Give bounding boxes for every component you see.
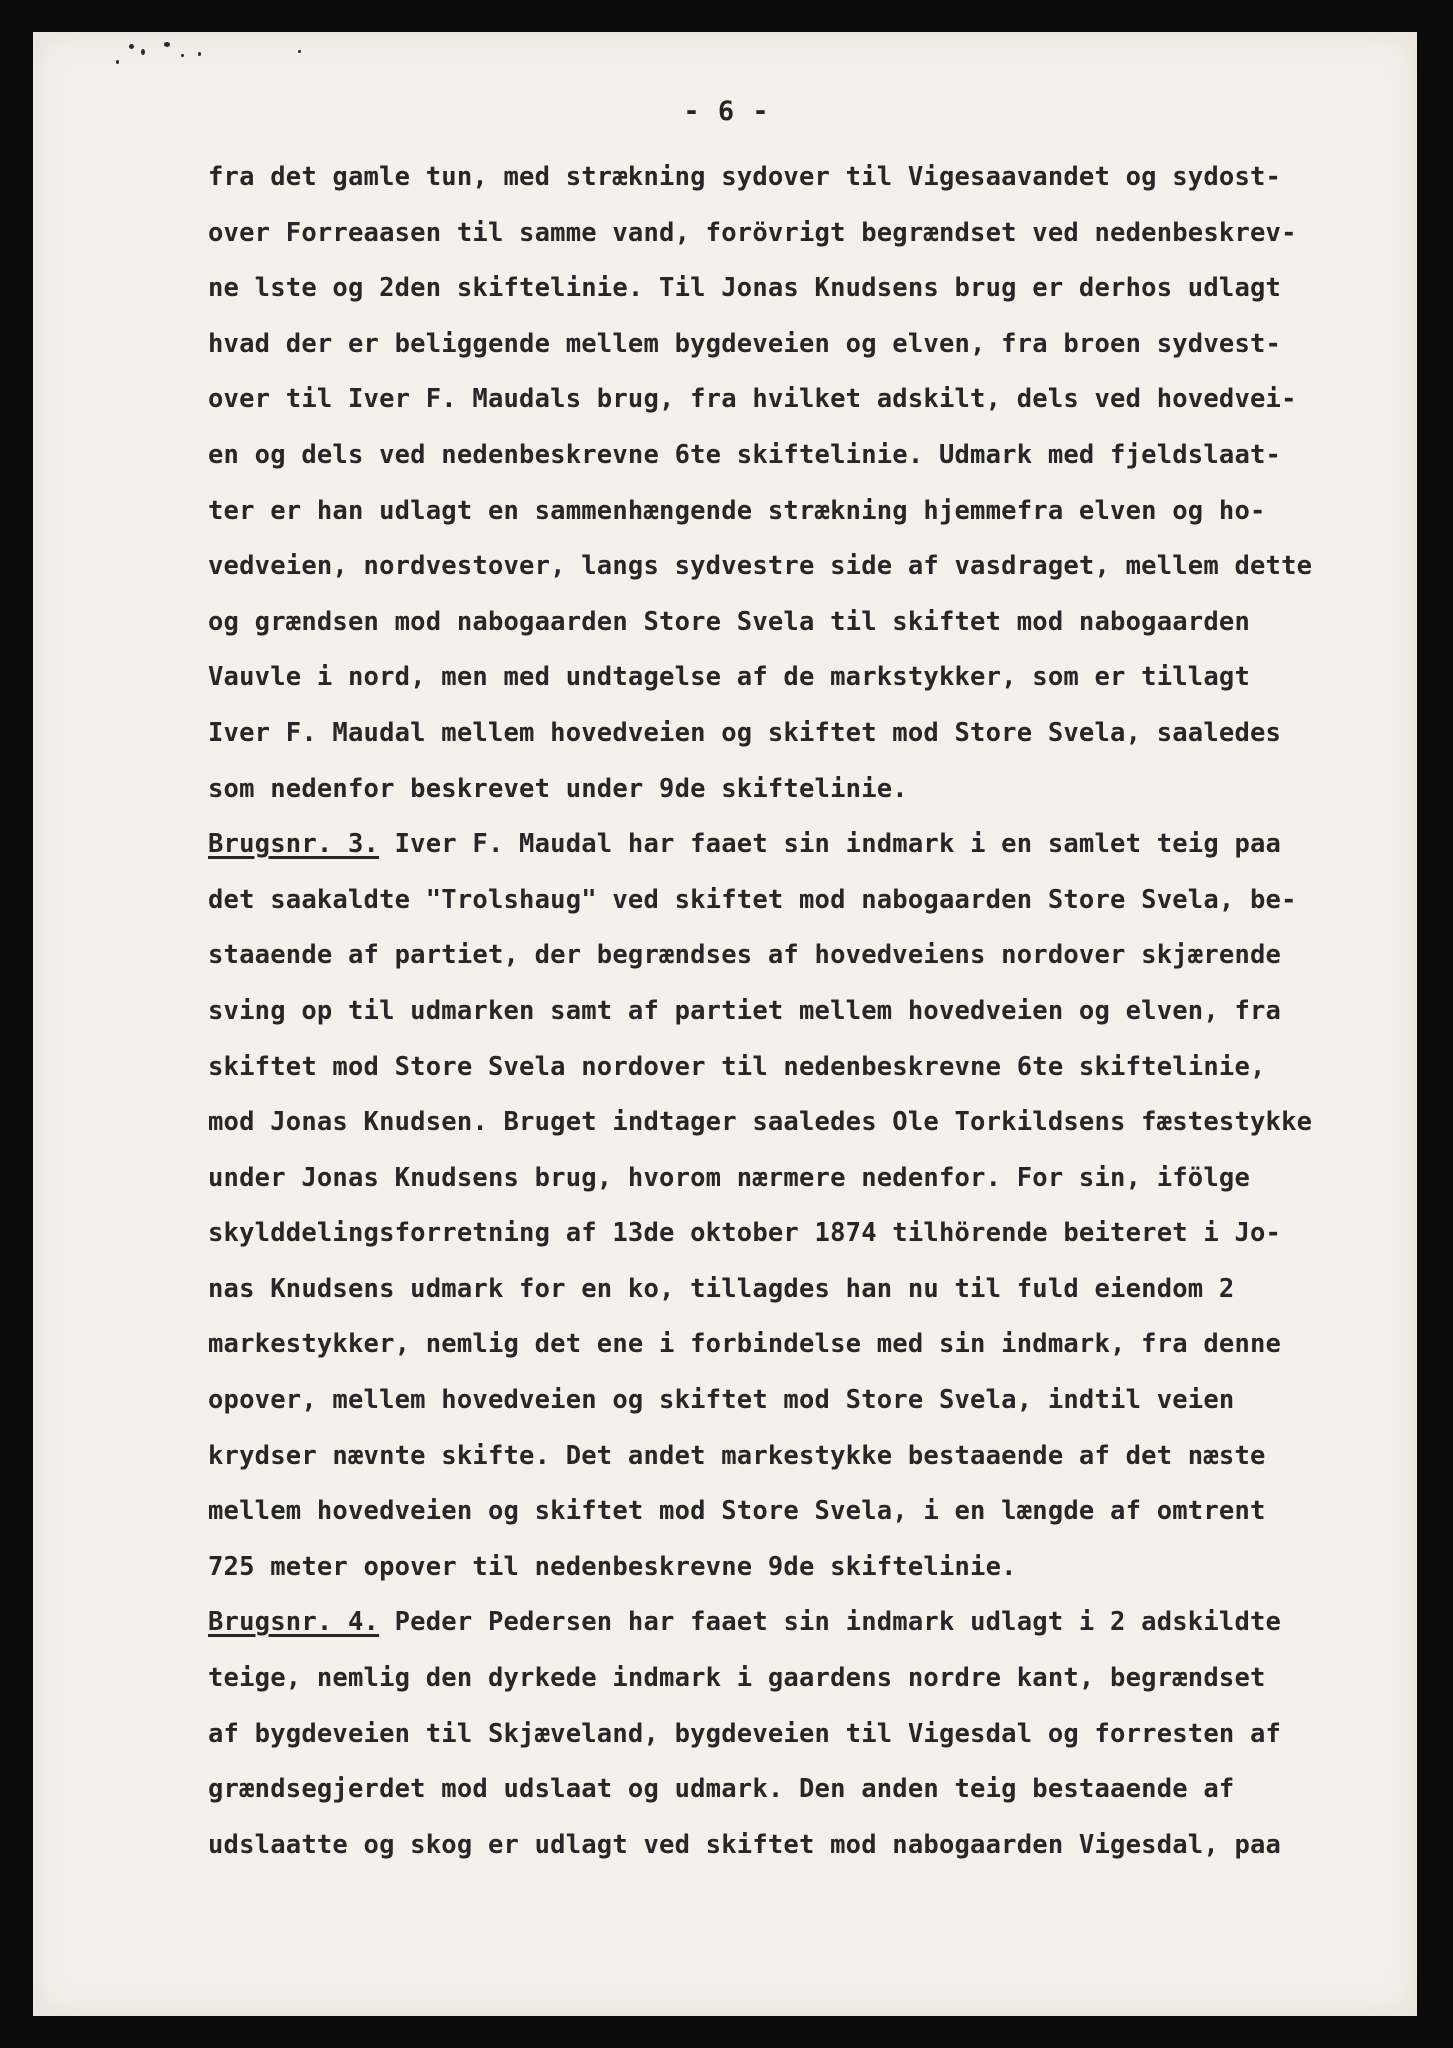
text-line: 725 meter opover til nedenbeskrevne 9de skiftelinie. — [208, 1551, 1017, 1582]
text-line: vedveien, nordvestover, langs sydvestre side af vasdraget, mellem dette — [208, 551, 1313, 582]
scan-speck — [129, 44, 134, 49]
text-line: opover, mellem hovedveien og skiftet mod Store Svela, indtil veien — [208, 1385, 1235, 1416]
text-line: mod Jonas Knudsen. Bruget indtager saaledes Ole Torkildsens fæstestykke — [208, 1107, 1313, 1138]
text-line-rest: Iver F. Maudal har faaet sin indmark i en samlet teig paa — [379, 829, 1282, 860]
scan-speck — [198, 52, 201, 56]
text-line: krydser nævnte skifte. Det andet markestykke bestaaende af det næste — [208, 1440, 1266, 1471]
text-line: under Jonas Knudsens brug, hvorom nærmere nedenfor. For sin, ifölge — [208, 1162, 1251, 1193]
text-line: som nedenfor beskrevet under 9de skiftelinie. — [208, 773, 908, 804]
text-line: over Forreaasen til samme vand, forövrigt begrændset ved nedenbeskrev- — [208, 217, 1297, 248]
section-heading-brugsnr-3: Brugsnr. 3. — [208, 829, 380, 860]
text-line: Vauvle i nord, men med undtagelse af de markstykker, som er tillagt — [208, 662, 1251, 693]
text-line: over til Iver F. Maudals brug, fra hvilket adskilt, dels ved hovedvei- — [208, 384, 1297, 415]
text-line: nas Knudsens udmark for en ko, tillagdes han nu til fuld eiendom 2 — [208, 1273, 1235, 1304]
scan-speck — [116, 60, 119, 64]
text-line: skiftet mod Store Svela nordover til nedenbeskrevne 6te skiftelinie, — [208, 1051, 1266, 1082]
text-line: markestykker, nemlig det ene i forbindelse med sin indmark, fra denne — [208, 1329, 1282, 1360]
text-line-rest: Peder Pedersen har faaet sin indmark udlagt i 2 adskildte — [379, 1607, 1282, 1638]
text-line: en og dels ved nedenbeskrevne 6te skiftelinie. Udmark med fjeldslaat- — [208, 439, 1282, 470]
text-line — [208, 1595, 1418, 1651]
text-line: staaende af partiet, der begrændses af hovedveiens nordover skjærende — [208, 940, 1282, 971]
text-line: og grændsen mod nabogaarden Store Svela til skiftet mod nabogaarden — [208, 606, 1251, 637]
scan-speck — [141, 49, 145, 55]
scan-speck — [181, 54, 184, 57]
text-line: fra det gamle tun, med strækning sydover til Vigesaavandet og sydost- — [208, 162, 1282, 192]
text-line: hvad der er beliggende mellem bygdeveien og elven, fra broen sydvest- — [208, 328, 1282, 359]
text-line: teige, nemlig den dyrkede indmark i gaardens nordre kant, begrændset — [208, 1663, 1266, 1694]
scan-speck — [298, 50, 301, 53]
text-line: udslaatte og skog er udlagt ved skiftet mod nabogaarden Vigesdal, paa — [208, 1829, 1282, 1860]
text-line: mellem hovedveien og skiftet mod Store Svela, i en længde af omtrent — [208, 1496, 1266, 1527]
text-line: sving op til udmarken samt af partiet mellem hovedveien og elven, fra — [208, 995, 1282, 1026]
document-body — [208, 150, 1418, 1873]
text-line: Iver F. Maudal mellem hovedveien og skiftet mod Store Svela, saaledes — [208, 717, 1282, 748]
text-line — [208, 817, 1418, 873]
text-line: skylddelingsforretning af 13de oktober 1874 tilhörende beiteret i Jo- — [208, 1218, 1282, 1249]
text-line: ne lste og 2den skiftelinie. Til Jonas Knudsens brug er derhos udlagt — [208, 273, 1282, 304]
section-heading-brugsnr-4: Brugsnr. 4. — [208, 1607, 380, 1638]
scan-speck — [164, 42, 170, 47]
text-line: ter er han udlagt en sammenhængende strækning hjemmefra elven og ho- — [208, 495, 1266, 526]
text-line: af bygdeveien til Skjæveland, bygdeveien til Vigesdal og forresten af — [208, 1718, 1282, 1749]
page-number: - 6 - — [683, 96, 770, 127]
text-line: grændsegjerdet mod udslaat og udmark. Den anden teig bestaaende af — [208, 1774, 1235, 1805]
text-line: det saakaldte "Trolshaug" ved skiftet mod nabogaarden Store Svela, be- — [208, 884, 1297, 915]
